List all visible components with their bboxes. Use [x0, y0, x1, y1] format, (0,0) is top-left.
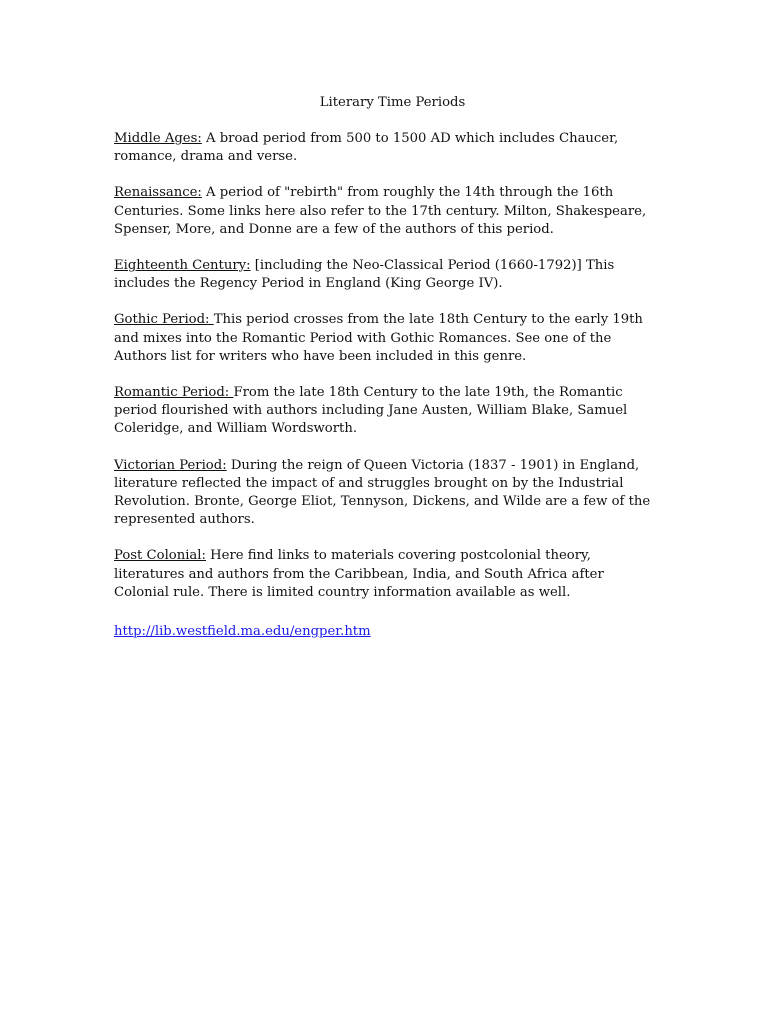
entry-post-colonial	[114, 547, 659, 602]
source-link[interactable]: http://lib.westfield.ma.edu/engper.htm	[114, 624, 371, 640]
entry-term: Eighteenth Century:	[114, 258, 251, 274]
entry-renaissance	[114, 184, 659, 239]
entry-victorian-period	[114, 457, 659, 530]
entry-text: This period crosses from the late 18th Century to the early 19th and mixes into the Romantic Period with Gothic Romances. See one of the Authors list for writers who have been included in this genre.	[114, 312, 643, 364]
entry-eighteenth-century	[114, 257, 659, 293]
entry-text: A period of "rebirth" from roughly the 14th through the 16th Centuries. Some links here also refer to the 17th century. Milton, Shakespeare, Spenser, More, and Donne are a few of the authors of this period.	[114, 185, 647, 237]
entry-gothic-period	[114, 311, 659, 366]
entry-term: Victorian Period:	[114, 457, 227, 473]
document-title: Literary Time Periods	[319, 95, 466, 110]
entry-text: From the late 18th Century to the late 19th, the Romantic period flourished with authors including Jane Austen, William Blake, Samuel Coleridge, and William Wordsworth.	[114, 385, 628, 437]
entry-text: A broad period from 500 to 1500 AD which includes Chaucer, romance, drama and verse.	[114, 131, 619, 165]
entry-romantic-period	[114, 384, 659, 439]
entry-term: Post Colonial:	[114, 548, 206, 564]
entry-term: Renaissance:	[114, 185, 202, 201]
entry-text: [including the Neo-Classical Period (1660-1792)] This includes the Regency Period in England (King George IV).	[114, 258, 615, 292]
entry-term: Romantic Period:	[114, 385, 234, 401]
document-page	[114, 94, 659, 641]
entry-term: Middle Ages:	[114, 131, 202, 146]
entry-text: Here find links to materials covering postcolonial theory, literatures and authors from the Caribbean, India, and South Africa after Colonial rule. There is limited country information available as well.	[114, 548, 604, 600]
entry-term: Gothic Period:	[114, 312, 214, 328]
entry-text: During the reign of Queen Victoria (1837 - 1901) in England, literature reflected the impact of and struggles brought on by the Industrial Revolution. Bronte, George Eliot, Tennyson, Dickens, and Wilde are a few of the represented authors.	[114, 457, 651, 528]
entry-middle-ages	[114, 130, 659, 166]
